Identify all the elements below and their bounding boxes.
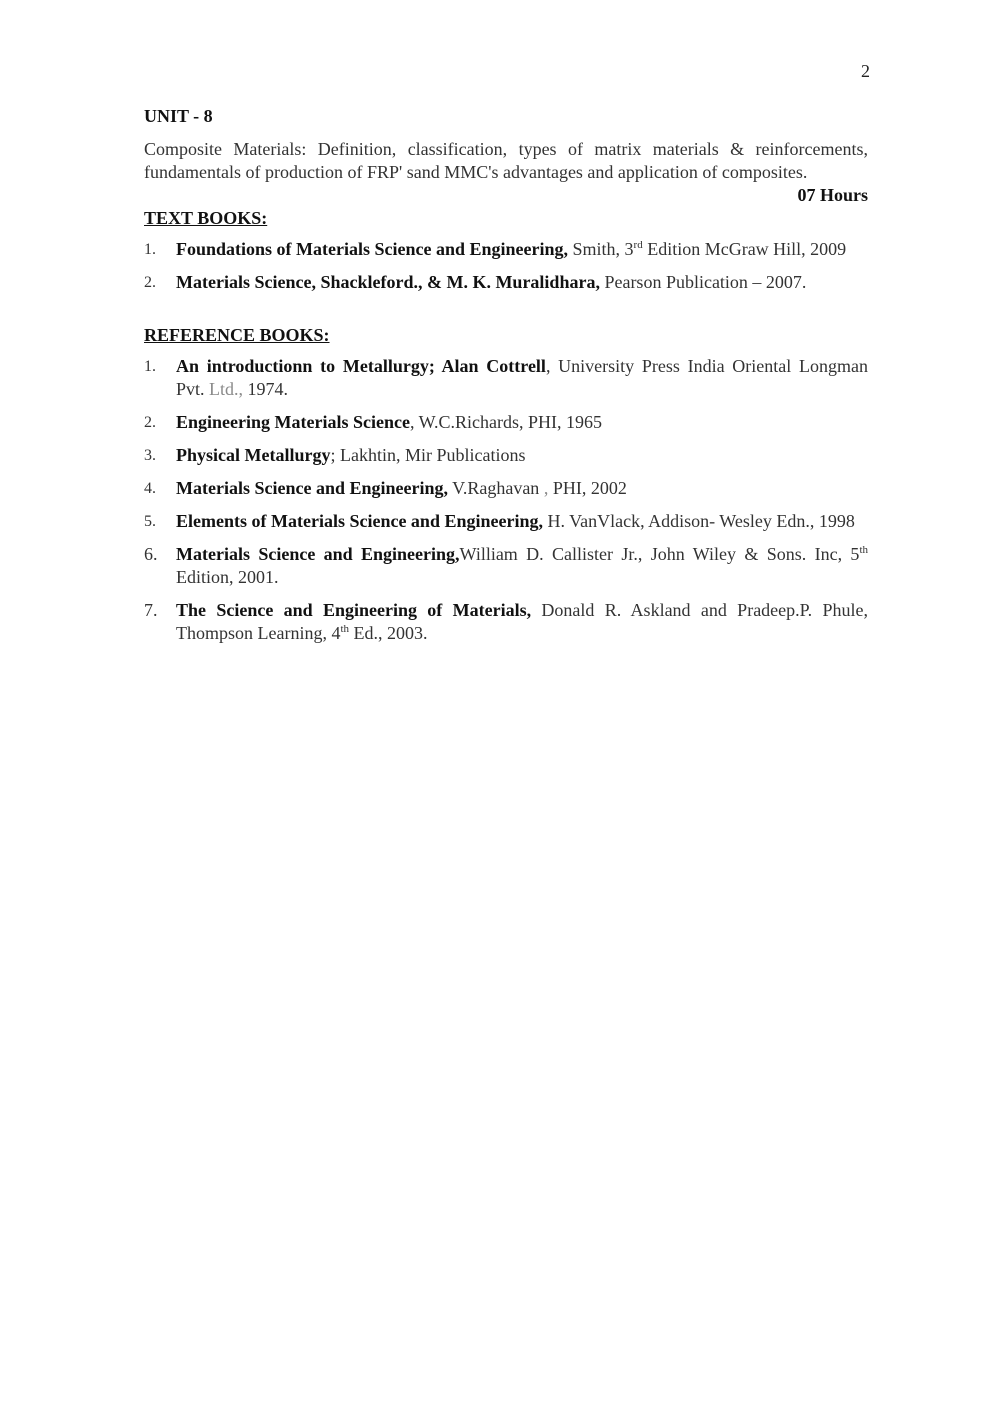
list-number: 6. <box>144 544 158 564</box>
book-details: PHI, 2002 <box>548 478 627 498</box>
book-details: 1974. <box>243 379 289 399</box>
book-details: Smith, 3 <box>568 239 634 259</box>
list-item <box>144 477 868 500</box>
book-details: , W.C.Richards, PHI, 1965 <box>409 412 602 432</box>
list-item <box>144 599 868 645</box>
book-details-faded: , <box>543 478 549 498</box>
book-title: Foundations of Materials Science and Engineering, <box>176 239 569 259</box>
book-title: Elements of Materials Science and Engineering, <box>176 511 543 531</box>
list-item <box>144 355 868 401</box>
book-title: Engineering Materials Science <box>176 412 410 432</box>
unit-description: Composite Materials: Definition, classification, types of matrix materials & reinforcements, fundamentals of production of FRP' sand MMC's advantages and application of composites. <box>144 139 868 182</box>
book-details-faded: Ltd., <box>209 379 244 399</box>
book-details: V.Raghavan <box>447 478 544 498</box>
text-books-list <box>144 238 868 294</box>
book-details: Donald R. Askland and Pradeep.P. Phule, Thompson Learning, 4 <box>176 600 868 643</box>
list-item <box>144 411 868 434</box>
list-number: 2. <box>144 274 156 291</box>
reference-books-heading: REFERENCE BOOKS: <box>144 325 330 345</box>
book-title: Materials Science, Shackleford., & M. K. Muralidhara, <box>176 272 600 292</box>
document-body <box>144 105 868 655</box>
page-number: 2 <box>861 61 870 81</box>
list-number: 3. <box>144 447 156 464</box>
list-number: 1. <box>144 241 156 258</box>
list-number: 7. <box>144 600 158 620</box>
book-title: An introductionn to Metallurgy; Alan Cottrell <box>176 356 546 376</box>
list-item <box>144 510 868 533</box>
list-number: 2. <box>144 414 156 431</box>
book-details: Ed., 2003. <box>349 623 428 643</box>
unit-heading: UNIT - 8 <box>144 106 213 126</box>
list-item <box>144 444 868 467</box>
book-details: H. VanVlack, Addison- Wesley Edn., 1998 <box>542 511 855 531</box>
book-details: Edition McGraw Hill, 2009 <box>642 239 847 259</box>
book-details: , University Press India Oriental Longman Pvt. <box>176 356 868 399</box>
book-title: Materials Science and Engineering, <box>176 544 460 564</box>
book-title: Materials Science and Engineering, <box>176 478 448 498</box>
list-item <box>144 238 868 261</box>
book-details: ; Lakhtin, Mir Publications <box>330 445 526 465</box>
reference-books-list <box>144 355 868 645</box>
list-item <box>144 271 868 294</box>
book-details: William D. Callister Jr., John Wiley & Sons. Inc, 5 <box>459 544 860 564</box>
book-title: Physical Metallurgy <box>176 445 331 465</box>
superscript: th <box>859 544 868 556</box>
list-number: 1. <box>144 358 156 375</box>
list-number: 5. <box>144 513 156 530</box>
book-details: Edition, 2001. <box>176 567 279 587</box>
list-number: 4. <box>144 480 156 497</box>
superscript: rd <box>633 239 643 251</box>
superscript: th <box>340 623 350 635</box>
list-item <box>144 543 868 589</box>
book-details: Pearson Publication – 2007. <box>599 272 807 292</box>
book-title: The Science and Engineering of Materials, <box>176 600 532 620</box>
text-books-heading: TEXT BOOKS: <box>144 208 268 228</box>
unit-hours: 07 Hours <box>797 185 868 205</box>
